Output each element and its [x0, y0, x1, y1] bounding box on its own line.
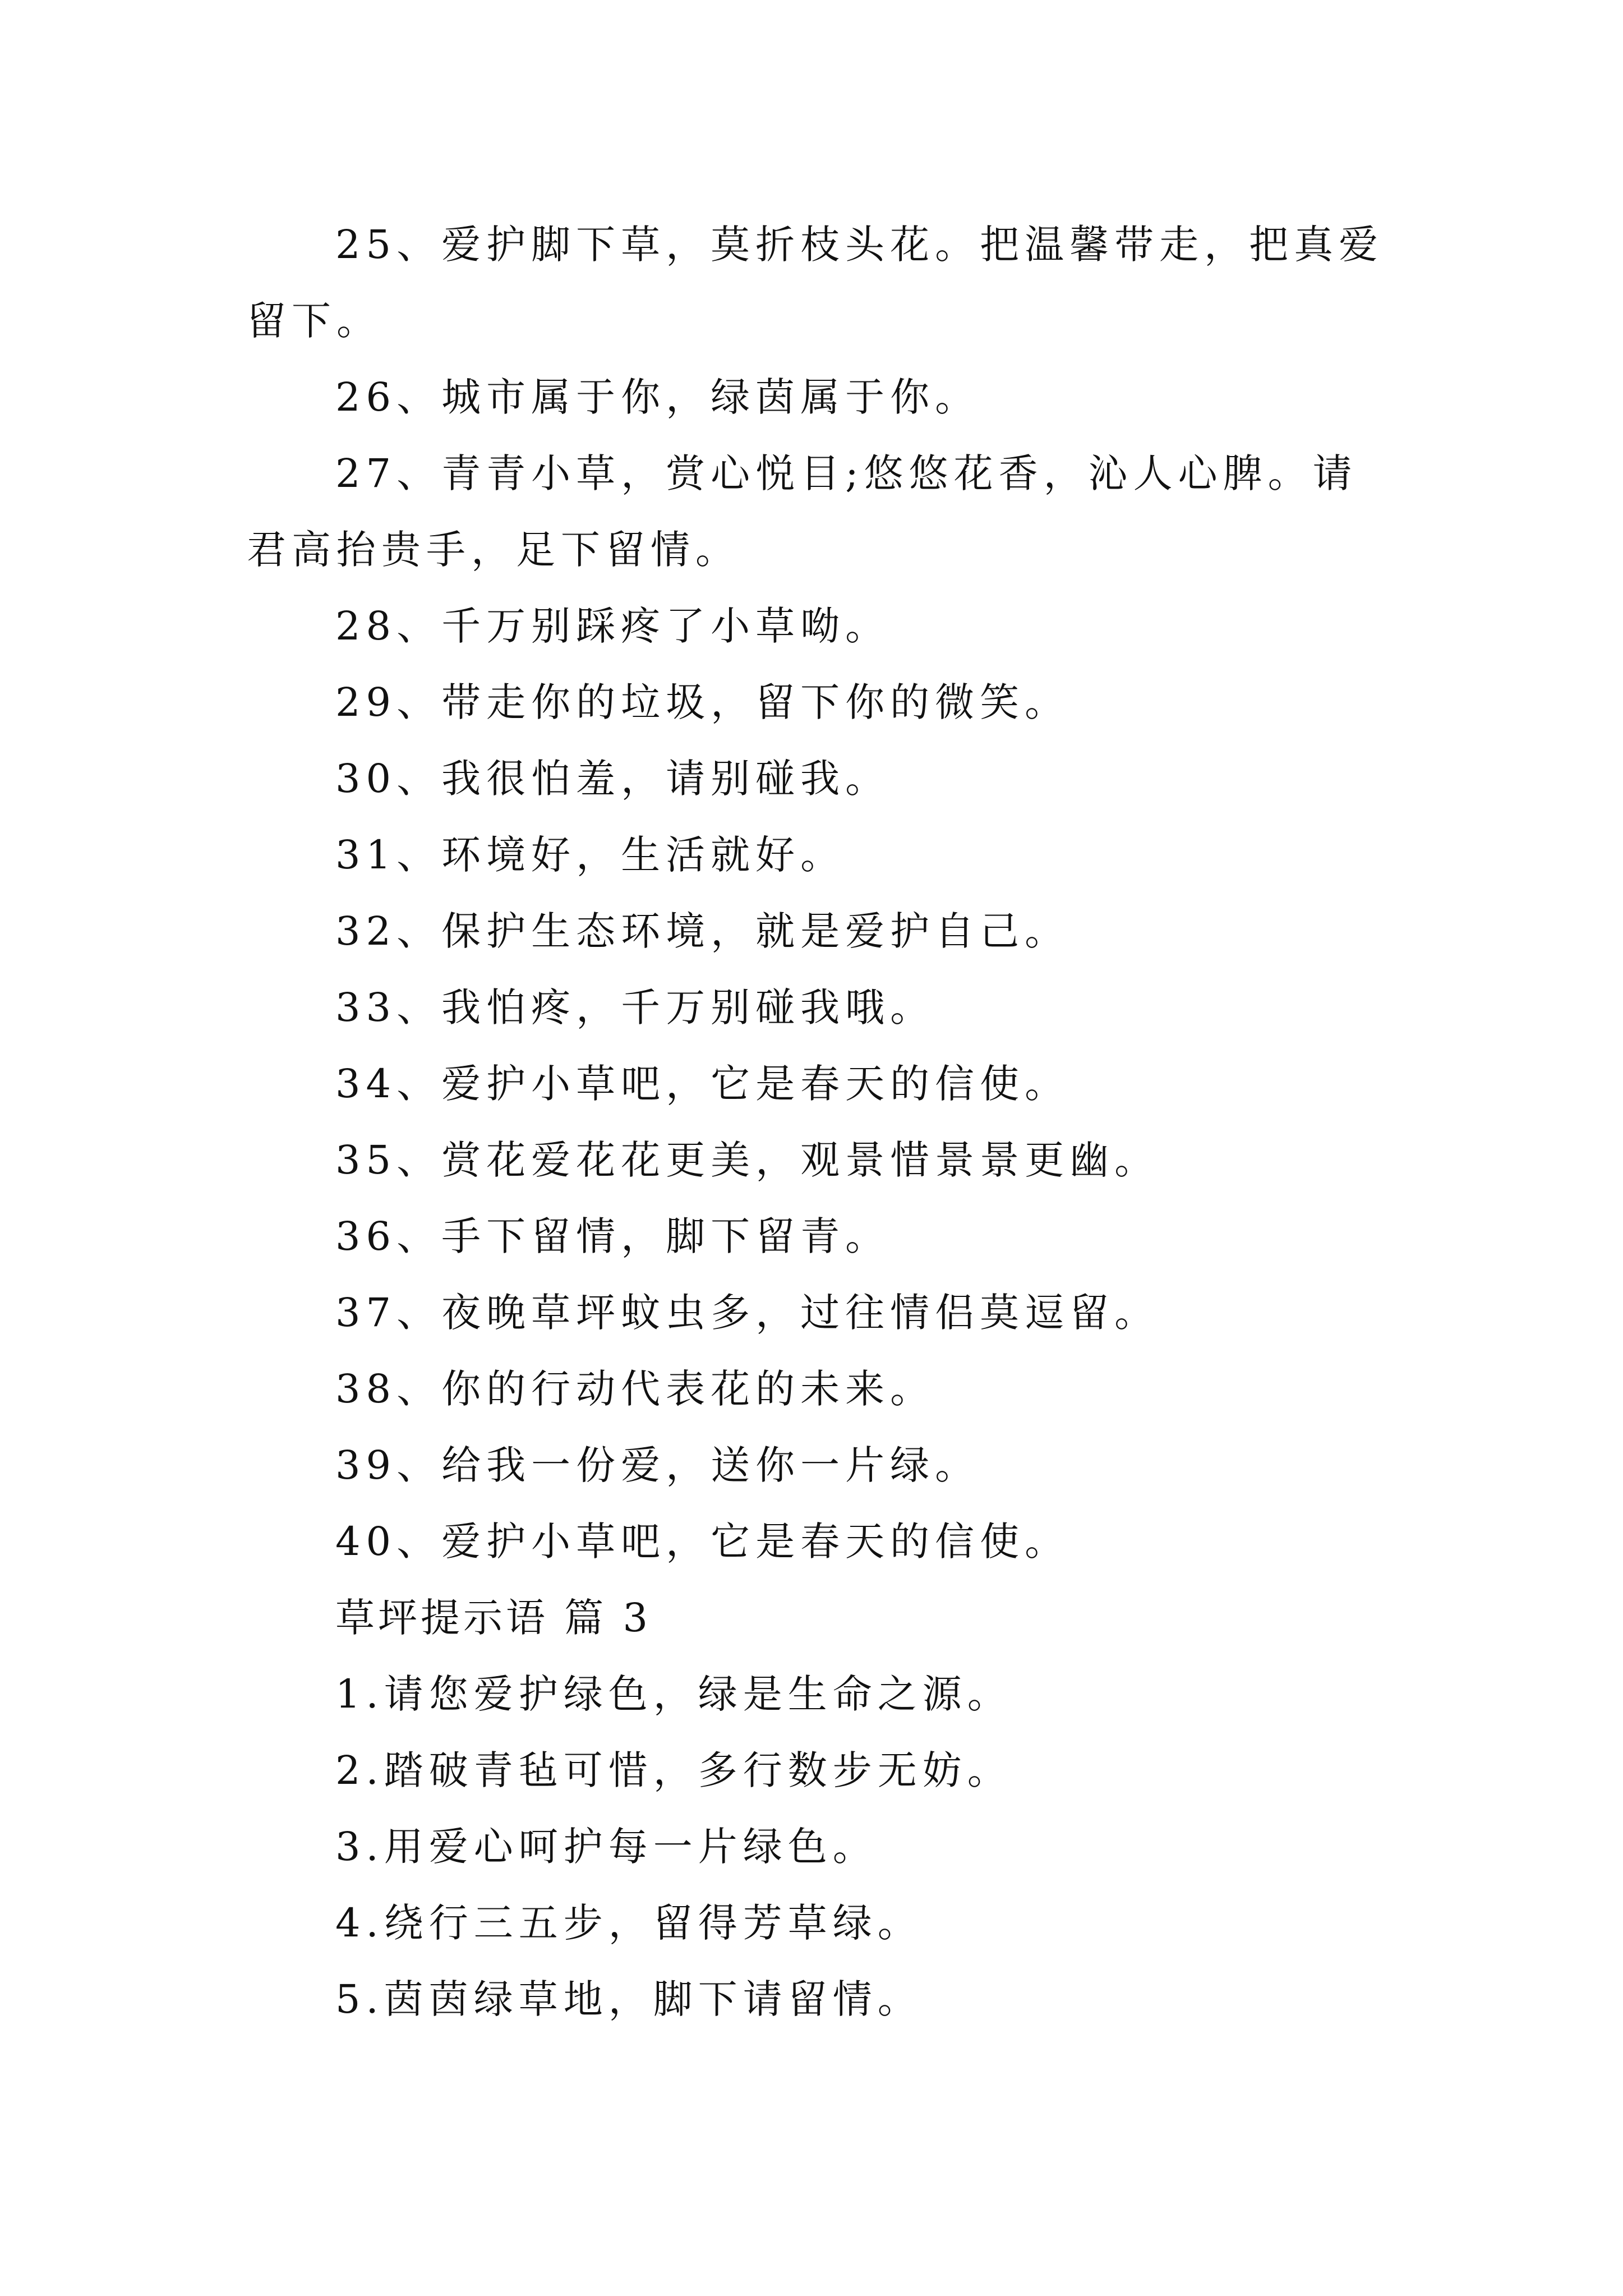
list-item: 4.绕行三五步，留得芳草绿。: [335, 1900, 923, 1946]
list-item: 26、城市属于你，绿茵属于你。: [335, 374, 980, 420]
list-item: 36、手下留情，脚下留青。: [335, 1213, 891, 1259]
document-body: [247, 206, 1385, 2037]
section-heading: 草坪提示语 篇 3: [335, 1595, 652, 1641]
list-item: 29、带走你的垃圾，留下你的微笑。: [335, 679, 1070, 725]
list-item: 33、我怕疼，千万别碰我哦。: [335, 984, 935, 1030]
list-item: 28、千万别踩疼了小草呦。: [335, 603, 891, 649]
list-item: 2.踏破青毡可惜，多行数步无妨。: [335, 1747, 1012, 1793]
list-item: 37、夜晚草坪蚊虫多，过往情侣莫逗留。: [335, 1290, 1160, 1336]
list-item: 3.用爱心呵护每一片绿色。: [335, 1824, 878, 1870]
list-item: 5.茵茵绿草地，脚下请留情。: [335, 1976, 923, 2022]
list-item: 31、环境好，生活就好。: [335, 832, 846, 878]
list-item: 30、我很怕羞，请别碰我。: [335, 756, 891, 802]
list-item: 39、给我一份爱，送你一片绿。: [335, 1442, 980, 1488]
list-item: 34、爱护小草吧，它是春天的信使。: [335, 1061, 1070, 1107]
list-item: 38、你的行动代表花的未来。: [335, 1366, 935, 1412]
list-item: 27、青青小草，赏心悦目;悠悠花香，沁人心脾。请君高抬贵手，足下留情。: [247, 450, 1358, 573]
list-item: 1.请您爱护绿色，绿是生命之源。: [335, 1671, 1012, 1717]
list-item: 40、爱护小草吧，它是春天的信使。: [335, 1519, 1070, 1565]
list-item: 35、赏花爱花花更美，观景惜景景更幽。: [335, 1137, 1160, 1183]
list-item: 32、保护生态环境，就是爱护自己。: [335, 908, 1070, 954]
list-item: 25、爱护脚下草，莫折枝头花。把温馨带走，把真爱留下。: [247, 222, 1384, 344]
